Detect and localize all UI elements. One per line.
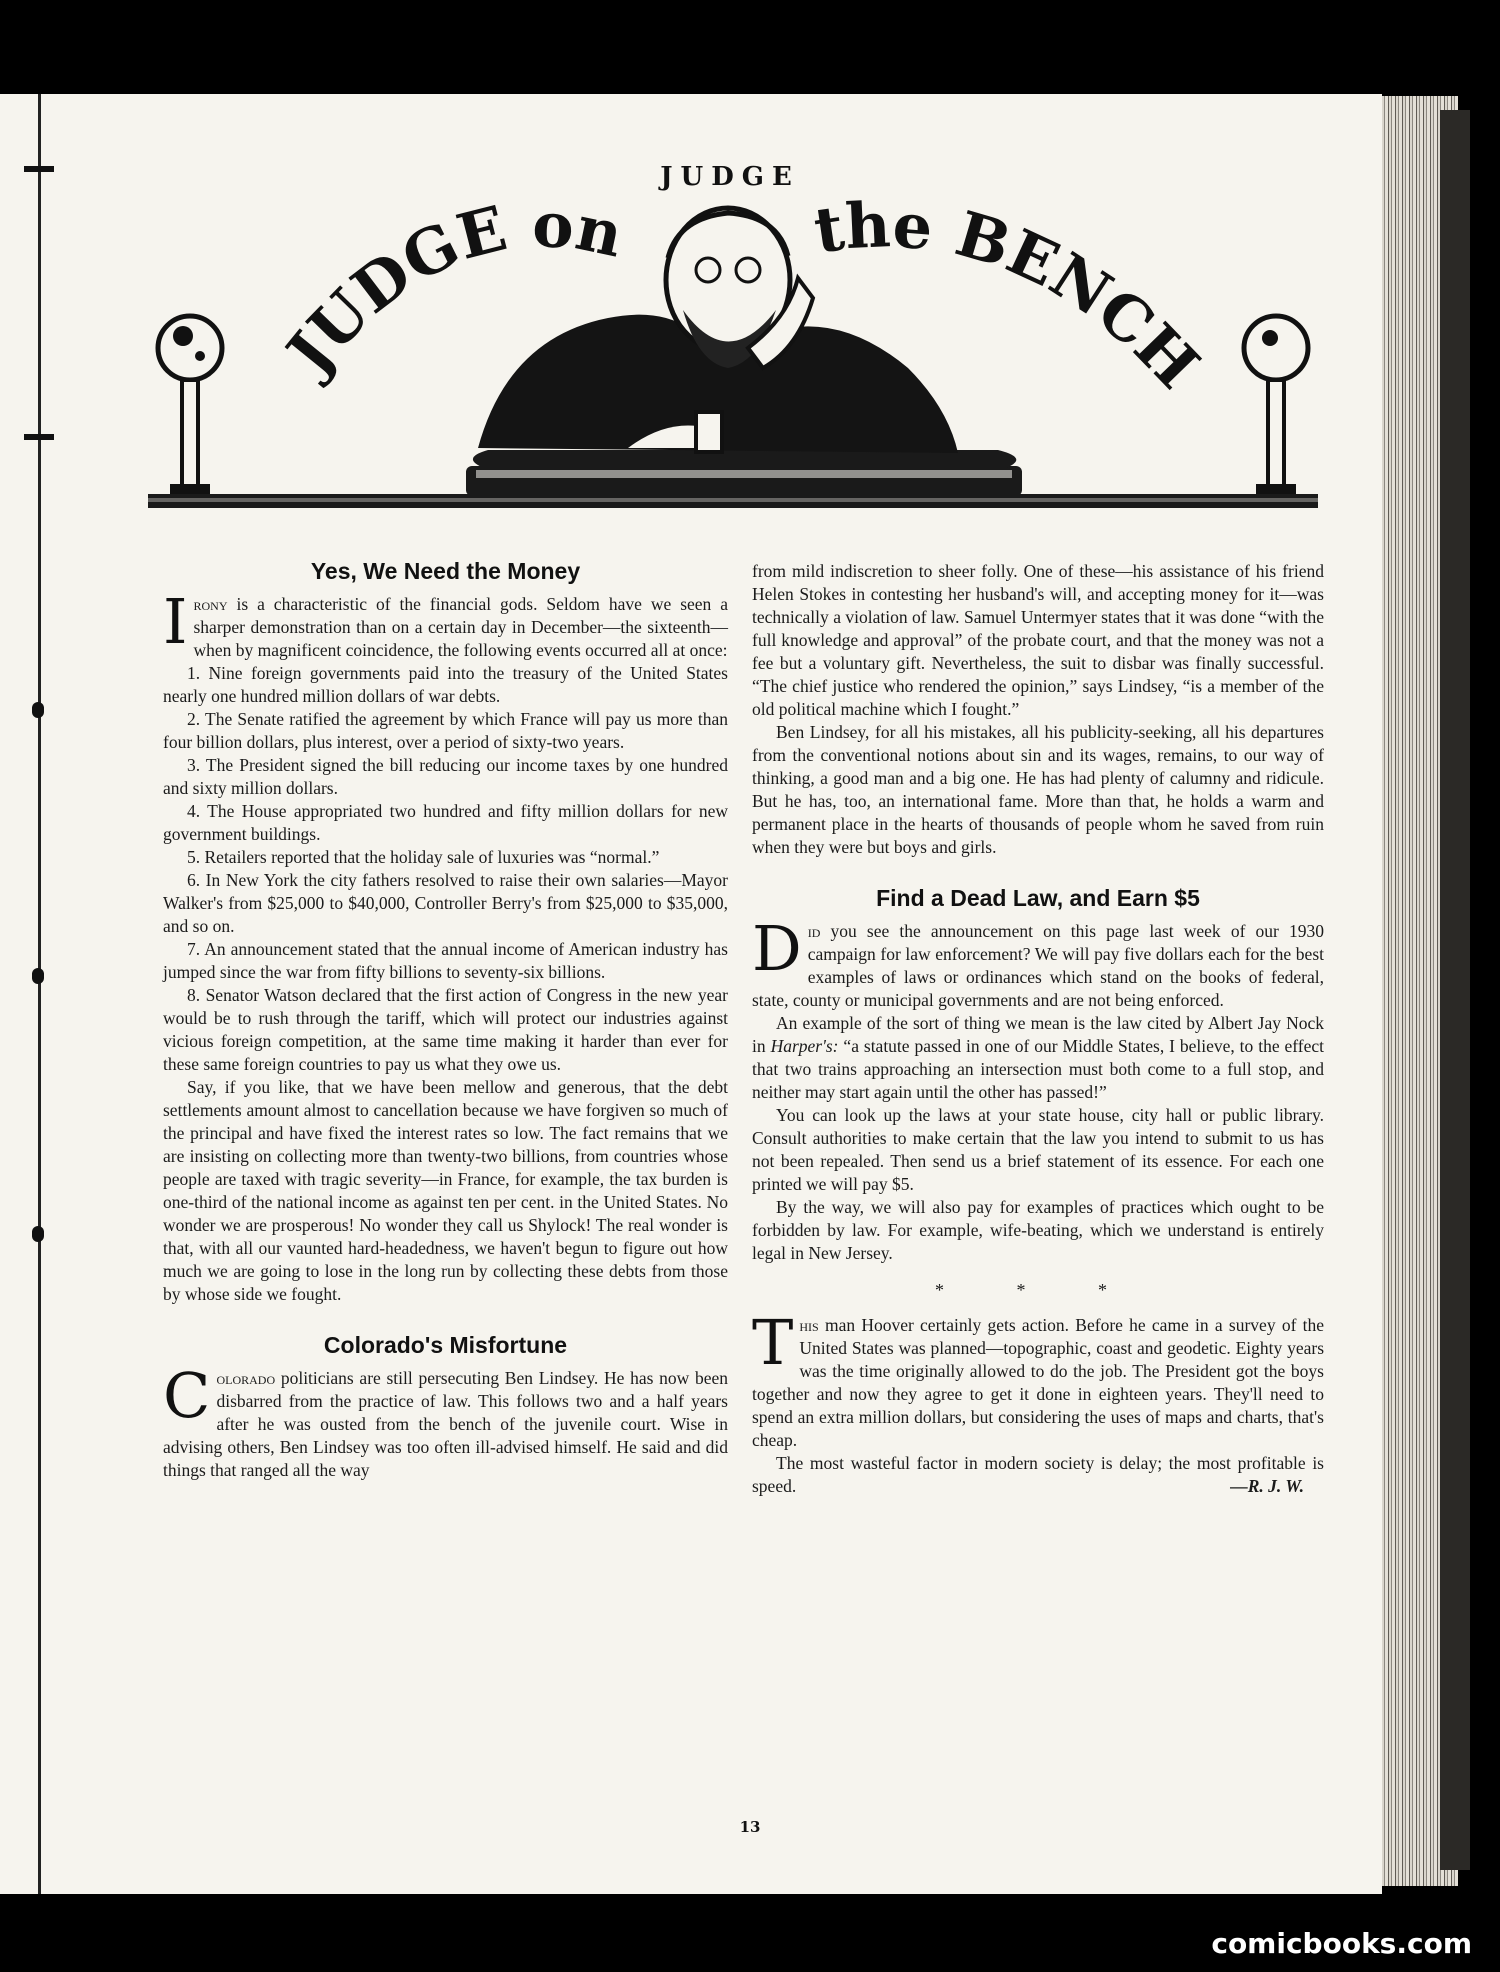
banner-title-left: JUDGE on xyxy=(272,198,630,388)
drop-cap: C xyxy=(163,1359,211,1432)
paragraph-text: The most wasteful factor in modern society is delay; the most profitable is speed. xyxy=(752,1453,1324,1496)
lamp-right-icon xyxy=(1244,316,1308,494)
drop-cap: D xyxy=(752,912,802,985)
lead-small-caps: id xyxy=(807,921,821,941)
article-heading-colorado: Colorado's Misfortune xyxy=(323,1332,568,1358)
binding-stitch xyxy=(32,1226,44,1242)
masthead: JUDGE xyxy=(660,162,800,192)
list-item: 2. The Senate ratified the agreement by which France will pay us more than four billion dollars, plus interest, over a period of sixty-two years. xyxy=(163,709,728,752)
binding-stitch xyxy=(24,434,54,440)
bench-illustration xyxy=(148,450,1318,508)
author-signoff: —R. J. W. xyxy=(1230,1476,1304,1496)
binding-stitch xyxy=(32,702,44,718)
left-column xyxy=(163,560,728,1482)
book-spine-shadow xyxy=(1440,110,1470,1870)
list-item: 6. In New York the city fathers resolved to raise their own salaries—Mayor Walker's from $25,000 to $40,000, Controller Berry's from $25,000 to $35,000, and so on. xyxy=(163,870,728,936)
lead-small-caps: rony xyxy=(193,594,228,614)
article-heading-money: Yes, We Need the Money xyxy=(310,558,581,584)
binding-stitch xyxy=(32,968,44,984)
paragraph-text: is a characteristic of the financial gods. Seldom have we seen a sharper demonstration than on a certain day in December—the sixteenth—when by magnificent coincidence, the following events occurred all at once: xyxy=(193,594,729,660)
list-item: 3. The President signed the bill reducing our income taxes by one hundred and sixty million dollars. xyxy=(163,755,728,798)
article-paragraph xyxy=(752,1452,1324,1498)
paragraph-text: man Hoover certainly gets action. Before he came in a survey of the United States was planned—topographic, coast and geodetic. Eighty years was the time originally allowed to do the job. The President got the boys together and now they agree to get it done in eighteen years. They'll need to spend an extra million dollars, but considering the uses of maps and charts, that's cheap. xyxy=(752,1315,1325,1450)
list-item: 7. An announcement stated that the annual income of American industry has jumped since the war from fifty billions to seventy-six billions. xyxy=(163,939,728,982)
list-item: 4. The House appropriated two hundred and fifty million dollars for new government buildings. xyxy=(163,801,728,844)
publication-name: Harper's: xyxy=(770,1036,839,1056)
paragraph-text: you see the announcement on this page last week of our 1930 campaign for law enforcement? We will pay five dollars each for the best examples of laws or ordinances which stand on the books of federal, state, county or municipal governments and are not being enforced. xyxy=(752,921,1325,1010)
lamp-left-icon xyxy=(158,316,222,494)
lead-small-caps: his xyxy=(799,1315,819,1335)
article-paragraph xyxy=(752,1306,1325,1452)
paragraph-text: politicians are still persecuting Ben Lindsey. He has now been disbarred from the practice of law. This follows two and a half years after he was ousted from the bench of the juvenile court. Wise in advising others, Ben Lindsey was too often ill-advised himself. He said and did things that ranged all the way xyxy=(163,1368,729,1480)
right-column xyxy=(752,560,1324,1498)
banner-title-right: the BENCH xyxy=(809,198,1214,403)
article-paragraph: Ben Lindsey, for all his mistakes, all his publicity-seeking, all his departures from the conventional notions about sin and its wages, remains, to our way of thinking, a good man and a big one. He has had plenty of calumny and ridicule. But he has, too, an international fame. More than that, he holds a warm and permanent place in the hearts of thousands of people whom he saved from ruin when they were but boys and girls. xyxy=(752,722,1324,857)
article-paragraph xyxy=(163,585,729,662)
page-number: 13 xyxy=(739,1818,761,1836)
article-heading-dead-law: Find a Dead Law, and Earn $5 xyxy=(876,885,1200,911)
list-item: 8. Senator Watson declared that the first action of Congress in the new year would be to rush through the tariff, which will protect our industries against vicious foreign competition, at the same time making it harder than ever for these same foreign countries to pay us what they owe us. xyxy=(163,985,728,1074)
article-paragraph xyxy=(163,1359,729,1482)
section-separator: * * * xyxy=(935,1280,1141,1300)
article-paragraph: Say, if you like, that we have been mellow and generous, that the debt settlements amount almost to cancellation because we have forgiven so much of the principal and have fixed the interest rates so low. The fact remains that we are insisting on collecting more than twenty-two billions, from countries whose people are taxed with tragic severity—in France, for example, the tax burden is one-third of the national income as against ten per cent. in the United States. No wonder we are prosperous! No wonder they call us Shylock! The real wonder is that, with all our vaunted hard-headedness, we haven't begun to figure out how much we are going to lose in the long run by collecting these debts from those by whose side we fought. xyxy=(163,1077,728,1304)
lead-small-caps: olorado xyxy=(216,1368,276,1388)
article-paragraph xyxy=(752,912,1325,1012)
drop-cap: I xyxy=(163,585,188,658)
article-paragraph xyxy=(752,1012,1324,1104)
paragraph-text: An example of the sort of thing we mean is the law cited by Albert Jay Nock in xyxy=(752,1013,1324,1056)
paragraph-text: “a statute passed in one of our Middle States, I believe, to the effect that two trains approaching an intersection must both come to a full stop, and neither may start again until the other has passed!” xyxy=(752,1036,1325,1102)
article-paragraph: You can look up the laws at your state house, city hall or public library. Consult authorities to make certain that the law you intend to submit to us has not been repealed. Then send us a brief statement of its essence. For each one printed we will pay $5. xyxy=(752,1105,1324,1194)
list-item: 1. Nine foreign governments paid into the treasury of the United States nearly one hundred million dollars of war debts. xyxy=(163,663,728,706)
article-paragraph-continued: from mild indiscretion to sheer folly. One of these—his assistance of his friend Helen Stokes in contesting her husband's will, and accepting money for it—was technically a violation of law. Samuel Untermyer states that it was done “with the full knowledge and approval” of the probate court, and that the money was not a fee but a voluntary gift. Nevertheless, the suit to disbar was finally successful. “The chief justice who rendered the opinion,” says Lindsey, “is a member of the old political machine which I fought.” xyxy=(752,561,1324,719)
list-item: 5. Retailers reported that the holiday sale of luxuries was “normal.” xyxy=(187,847,660,867)
article-paragraph: By the way, we will also pay for examples of practices which ought to be forbidden by law. For example, wife-beating, which we understand is entirely legal in New Jersey. xyxy=(752,1197,1324,1263)
drop-cap: T xyxy=(752,1306,794,1379)
binding-thread xyxy=(38,94,41,1894)
judge-on-the-bench-banner xyxy=(148,198,1318,528)
site-watermark: comicbooks.com xyxy=(1211,1927,1472,1960)
